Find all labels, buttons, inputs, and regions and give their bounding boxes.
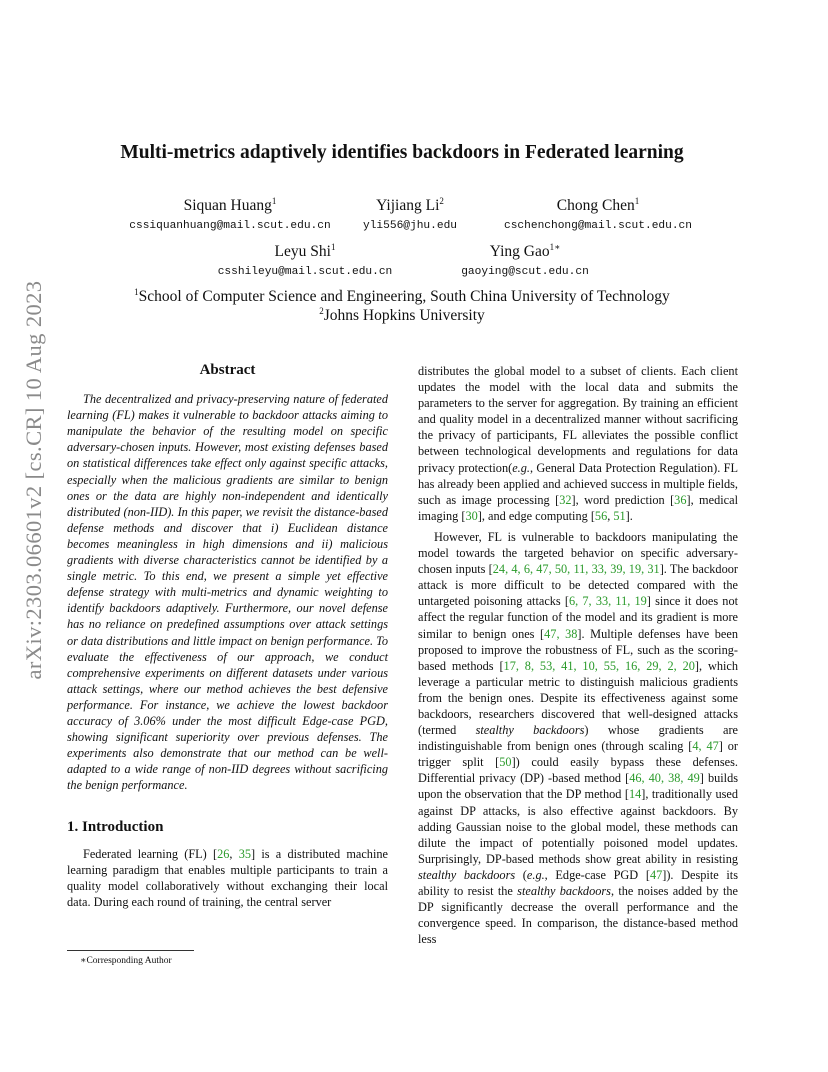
abstract-text: The decentralized and privacy-preserving nature of federated learning (FL) makes it vulnerable to backdoor attacks aiming to manipulate the behavior of the resulting model on specific adversary-chosen inputs. However, most existing defenses based on statistical differences take effect only against specific attacks, especially when the malicious gradients are similar to benign ones or the data are highly non-independent and identically distributed (non-IID). In this paper, we revisit the distance-based defense methods and discover that i) Euclidean distance becomes meaningless in high dimensions and ii) malicious gradients with diverse characteristics cannot be identified by a single metric. To this end, we present a simple yet effective defense strategy with multi-metrics and dynamic weighting to identify backdoors adaptively. Furthermore, our novel defense has no reliance on predefined assumptions over attack settings or data distributions and little impact on benign performance. To evaluate the effectiveness of our approach, we conduct comprehensive experiments on different datasets under various attack settings, where our method achieves the best defensive performance. For instance, we achieve the lowest backdoor accuracy of 3.06% under the most difficult Edge-case PGD, showing significant superiority over previous defenses. The experiments also demonstrate that our method can be well-adapted to a wide range of non-IID degrees without sacrificing the benign performance. (67, 392, 388, 793)
intro-paragraph: Federated learning (FL) [26, 35] is a distributed machine learning paradigm that enables multiple participants to train a quality model collaboratively without exchanging their local data. During each round of training, the central server (67, 846, 388, 909)
arxiv-identifier: arXiv:2303.06601v2 [cs.CR] 10 Aug 2023 (21, 280, 46, 680)
citation-link[interactable]: 35 (238, 846, 252, 861)
author-name: Chong Chen$^1$ (556, 196, 640, 215)
author-block (200, 242, 410, 278)
citation-link[interactable]: 50 (499, 755, 512, 770)
author-name: Yijiang Li$^2$ (376, 196, 444, 215)
citation-link[interactable]: 26 (217, 846, 230, 861)
body-paragraph: However, FL is vulnerable to backdoors manipulating the model towards the targeted behavior on specific adversary-chosen inputs [24, 4, 6, 47, 50, 11, 33, 39, 19, 31]. The backdoor attack is more difficult to be detected compared with the untargeted poisoning attacks [6, 7, 33, 11, 19] since it does not affect the regular function of the model and its gradient is more similar to benign ones [47, 38]. Multiple defenses have been proposed to improve the robustness of FL, such as the scoring-based methods [17, 8, 53, 41, 10, 55, 16, 29, 2, 20], which leverage a particular metric to distinguish malicious gradients from the benign ones. Despite its effectiveness against some backdoors, researchers discovered that well-designed attacks (termed stealthy backdoors) whose gradients are indistinguishable from benign ones (through scaling [4, 47] or trigger split [50]) could easily bypass these defenses. Differential privacy (DP) -based method [46, 40, 38, 49] builds upon the observation that the DP method [14], traditionally used against DP attacks, is also effective against backdoors. By adding Gaussian noise to the global model, these methods can dilute the impact of potentially poisoned model updates. Surprisingly, DP-based methods show great ability in resisting stealthy backdoors (e.g., Edge-case PGD [47]). Despite its ability to resist the stealthy backdoors, the noises added by the DP significantly decrease the overall performance and the convergence speed. In comparison, the distance-based method less (418, 529, 739, 947)
citation-link[interactable]: 56 (594, 508, 608, 523)
citation-links[interactable]: 6, 7, 33, 11, 19 (569, 594, 647, 609)
arxiv-sidebar-stamp (14, 280, 54, 680)
author-email: cschenchong@mail.scut.edu.cn (504, 220, 692, 233)
affiliation: $^1$School of Computer Science and Engineering, South China University of Technology (134, 287, 670, 306)
citation-link[interactable]: 47 (649, 867, 663, 882)
body-paragraph: distributes the global model to a subset of clients. Each client updates the model with the local data and submits the parameters to the server for aggregation. By training an efficient and quality model in a decentralized manner without sacrificing the privacy of participants, FL alleviates the possible conflict between technological developments and regulations for data privacy protection(e.g., General Data Protection Regulation). FL has already been applied and achieved success in multiple fields, such as image processing [32], word prediction [36], medical imaging [30], and edge computing [56, 51]. (418, 364, 738, 523)
right-column (418, 363, 738, 947)
author-email: gaoying@scut.edu.cn (461, 266, 589, 279)
footnote-divider (67, 950, 194, 951)
author-block (120, 196, 340, 232)
author-name: Ying Gao$^{1∗}$ (489, 242, 561, 261)
citation-links[interactable]: 47, 38 (544, 626, 578, 641)
author-email: csshileyu@mail.scut.edu.cn (217, 266, 393, 279)
affiliation: $^2$Johns Hopkins University (319, 306, 485, 325)
footnote: ∗Corresponding Author (80, 956, 172, 966)
author-name: Siquan Huang$^1$ (183, 196, 277, 215)
author-email: cssiquanhuang@mail.scut.edu.cn (129, 220, 331, 233)
author-name: Leyu Shi$^1$ (274, 242, 336, 261)
citation-link[interactable]: 14 (628, 787, 642, 802)
citation-links[interactable]: 17, 8, 53, 41, 10, 55, 16, 29, 2, 20 (503, 658, 695, 673)
abstract-heading: Abstract (199, 362, 256, 378)
citation-link[interactable]: 32 (559, 492, 572, 507)
author-block (440, 242, 610, 278)
citation-links[interactable]: 46, 40, 38, 49 (629, 771, 700, 786)
citation-link[interactable]: 36 (674, 492, 687, 507)
author-email: yli556@jhu.edu (363, 220, 457, 233)
citation-links[interactable]: 4, 47 (692, 739, 719, 754)
paper-title: Multi-metrics adaptively identifies backdoors in Federated learning (120, 142, 684, 163)
author-block (340, 196, 480, 232)
left-column (67, 362, 388, 910)
author-block (488, 196, 708, 232)
citation-links[interactable]: 24, 4, 6, 47, 50, 11, 33, 39, 19, 31 (492, 562, 660, 577)
citation-link[interactable]: 30 (465, 508, 478, 523)
citation-link[interactable]: 51 (613, 508, 626, 523)
section-heading: 1. Introduction (67, 819, 164, 836)
